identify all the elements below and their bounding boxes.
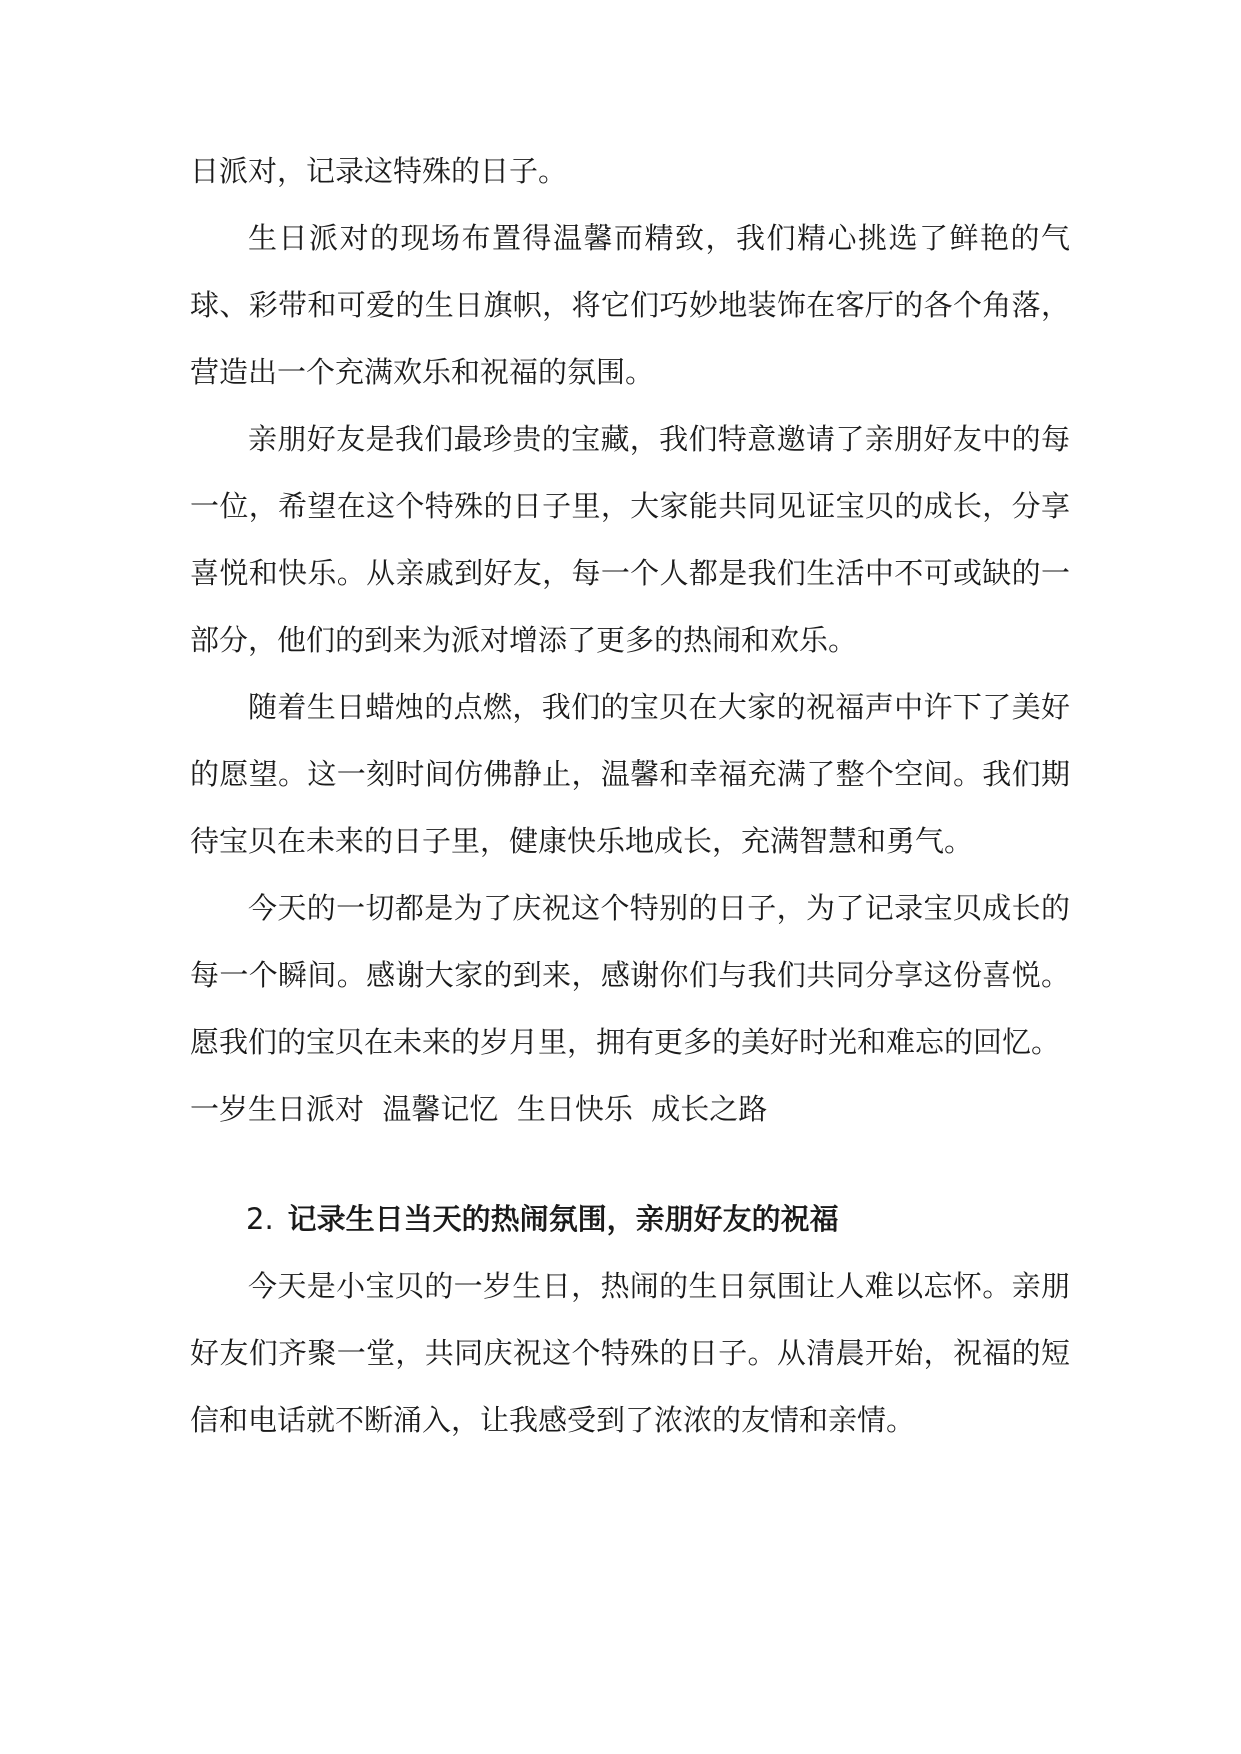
paragraph-party-decor: 生日派对的现场布置得温馨而精致，我们精心挑选了鲜艳的气球、彩带和可爱的生日旗帜，将它们巧妙地装饰在客厅的各个角落，营造出一个充满欢乐和祝福的氛围。 (190, 221, 1070, 389)
section-number: 2. (246, 1202, 274, 1236)
paragraph-candle-wish: 随着生日蜡烛的点燃，我们的宝贝在大家的祝福声中许下了美好的愿望。这一刻时间仿佛静止，温馨和幸福充满了整个空间。我们期待宝贝在未来的日子里，健康快乐地成长，充满智慧和勇气。 (190, 690, 1070, 858)
paragraph-family-friends: 亲朋好友是我们最珍贵的宝藏，我们特意邀请了亲朋好友中的每一位，希望在这个特殊的日子里，大家能共同见证宝贝的成长，分享喜悦和快乐。从亲戚到好友，每一个人都是我们生活中不可或缺的一部分，他们的到来为派对增添了更多的热闹和欢乐。 (190, 422, 1070, 657)
paragraph-continuation: 日派对，记录这特殊的日子。 (190, 154, 568, 188)
section-title: 记录生日当天的热闹氛围，亲朋好友的祝福 (287, 1202, 839, 1236)
paragraph-gratitude: 今天的一切都是为了庆祝这个特别的日子，为了记录宝贝成长的每一个瞬间。感谢大家的到来，感谢你们与我们共同分享这份喜悦。愿我们的宝贝在未来的岁月里，拥有更多的美好时光和难忘的回忆。 (190, 891, 1070, 1059)
document-page (190, 138, 1070, 1454)
section-heading (190, 1186, 1070, 1253)
keyword-tags: 一岁生日派对 温馨记忆 生日快乐 成长之路 (190, 1092, 768, 1126)
paragraph-birthday-atmosphere: 今天是小宝贝的一岁生日，热闹的生日氛围让人难以忘怀。亲朋好友们齐聚一堂，共同庆祝这个特殊的日子。从清晨开始，祝福的短信和电话就不断涌入，让我感受到了浓浓的友情和亲情。 (190, 1269, 1070, 1437)
